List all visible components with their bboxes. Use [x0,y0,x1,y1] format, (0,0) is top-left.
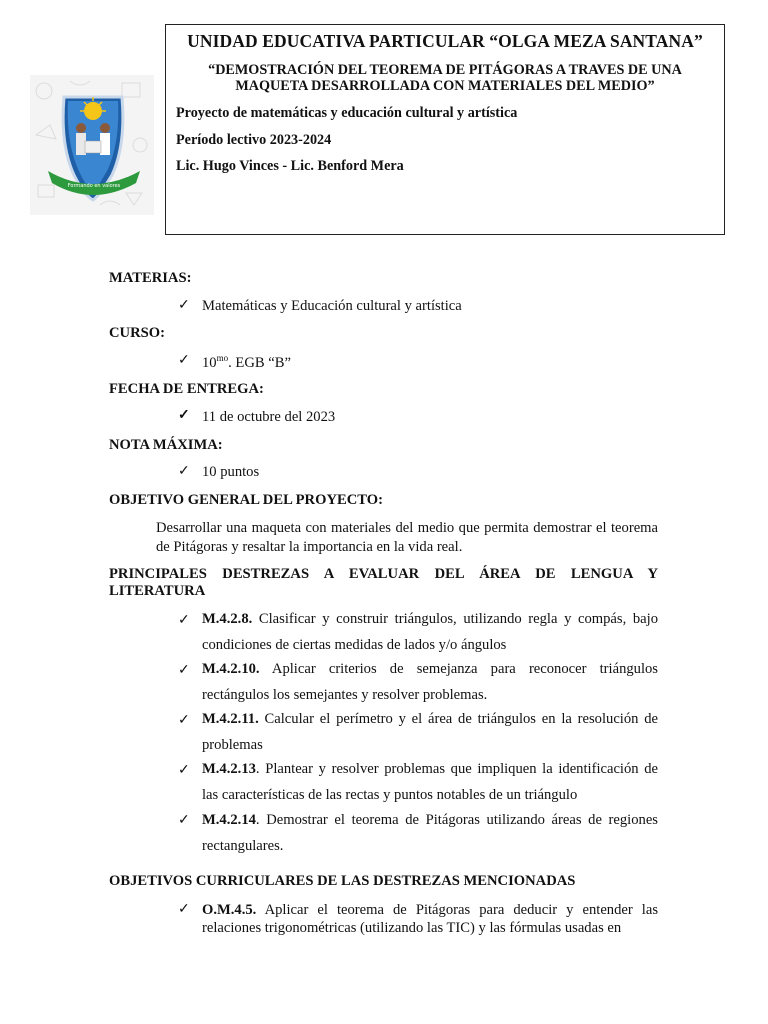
check-icon: ✓ [178,353,190,368]
curso-superscript: mo [216,353,229,363]
fecha-item: 11 de octubre del 2023 [202,409,336,425]
destreza-item [202,607,658,658]
destreza-text: Calcular el perímetro y el área de triángulos en la resolución de problemas [202,711,658,753]
check-icon: ✓ [178,408,190,423]
check-icon: ✓ [178,298,190,313]
check-icon: ✓ [178,464,190,479]
period-line: Período lectivo 2023-2024 [176,132,332,148]
destreza-item [202,757,658,808]
objetivo-heading: OBJETIVO GENERAL DEL PROYECTO: [109,492,383,508]
destreza-item [202,657,658,708]
project-title: “DEMOSTRACIÓN DEL TEOREMA DE PITÁGORAS A TRAVES DE UNA MAQUETA DESARROLLADA CON MATERIALES DEL MEDIO” [208,62,682,94]
destreza-code: M.4.2.14 [202,812,256,828]
curso-heading: CURSO: [109,325,165,341]
destreza-item [202,707,658,758]
curricular-code: O.M.4.5. [202,902,257,918]
destreza-code: M.4.2.13 [202,761,256,777]
school-shield-logo-icon [30,75,154,215]
destreza-code: M.4.2.8. [202,611,253,627]
project-line: Proyecto de matemáticas y educación cultural y artística [176,105,518,121]
check-icon: ✓ [178,763,190,778]
destreza-item [202,808,658,859]
destreza-code: M.4.2.11. [202,711,259,727]
curricular-item [202,901,658,937]
destrezas-heading-line2: LITERATURA [109,583,206,599]
teachers-line: Lic. Hugo Vinces - Lic. Benford Mera [176,158,404,174]
curricular-text: Aplicar el teorema de Pitágoras para deducir y entender las relaciones trigonométricas (utilizando las TIC) y las fórmulas usadas en [202,902,658,936]
check-icon: ✓ [178,713,190,728]
nota-item: 10 puntos [202,464,260,480]
destrezas-heading-line1: PRINCIPALES DESTREZAS A EVALUAR DEL ÁREA DE LENGUA Y [109,566,658,582]
destreza-text: Aplicar criterios de semejanza para reconocer triángulos rectángulos los semejantes y resolver problemas. [202,661,658,703]
destreza-text: . Demostrar el teorema de Pitágoras utilizando áreas de regiones rectangulares. [202,812,658,854]
curso-rest: . EGB “B” [228,354,291,371]
check-icon: ✓ [178,663,190,678]
curso-number: 10 [202,354,217,371]
check-icon: ✓ [178,902,190,917]
school-name: UNIDAD EDUCATIVA PARTICULAR “OLGA MEZA SANTANA” [187,31,703,51]
materias-item: Matemáticas y Educación cultural y artística [202,298,462,314]
header-box [165,24,725,235]
curriculares-heading: OBJETIVOS CURRICULARES DE LAS DESTREZAS MENCIONADAS [109,873,576,889]
nota-heading: NOTA MÁXIMA: [109,437,223,453]
materias-heading: MATERIAS: [109,270,192,286]
check-icon: ✓ [178,613,190,628]
destreza-code: M.4.2.10. [202,661,260,677]
destreza-text: . Plantear y resolver problemas que impliquen la identificación de las características de las rectas y puntos notables de un triángulo [202,761,658,803]
check-icon: ✓ [178,813,190,828]
destreza-text: Clasificar y construir triángulos, utilizando regla y compás, bajo condiciones de ciertas medidas de lados y/o ángulos [202,611,658,653]
fecha-heading: FECHA DE ENTREGA: [109,381,264,397]
objetivo-text: Desarrollar una maqueta con materiales del medio que permita demostrar el teorema de Pitágoras y resaltar la importancia en la vida real. [156,520,658,555]
logo-banner-text: Formando en valores [67,183,121,189]
curso-item [202,353,291,372]
